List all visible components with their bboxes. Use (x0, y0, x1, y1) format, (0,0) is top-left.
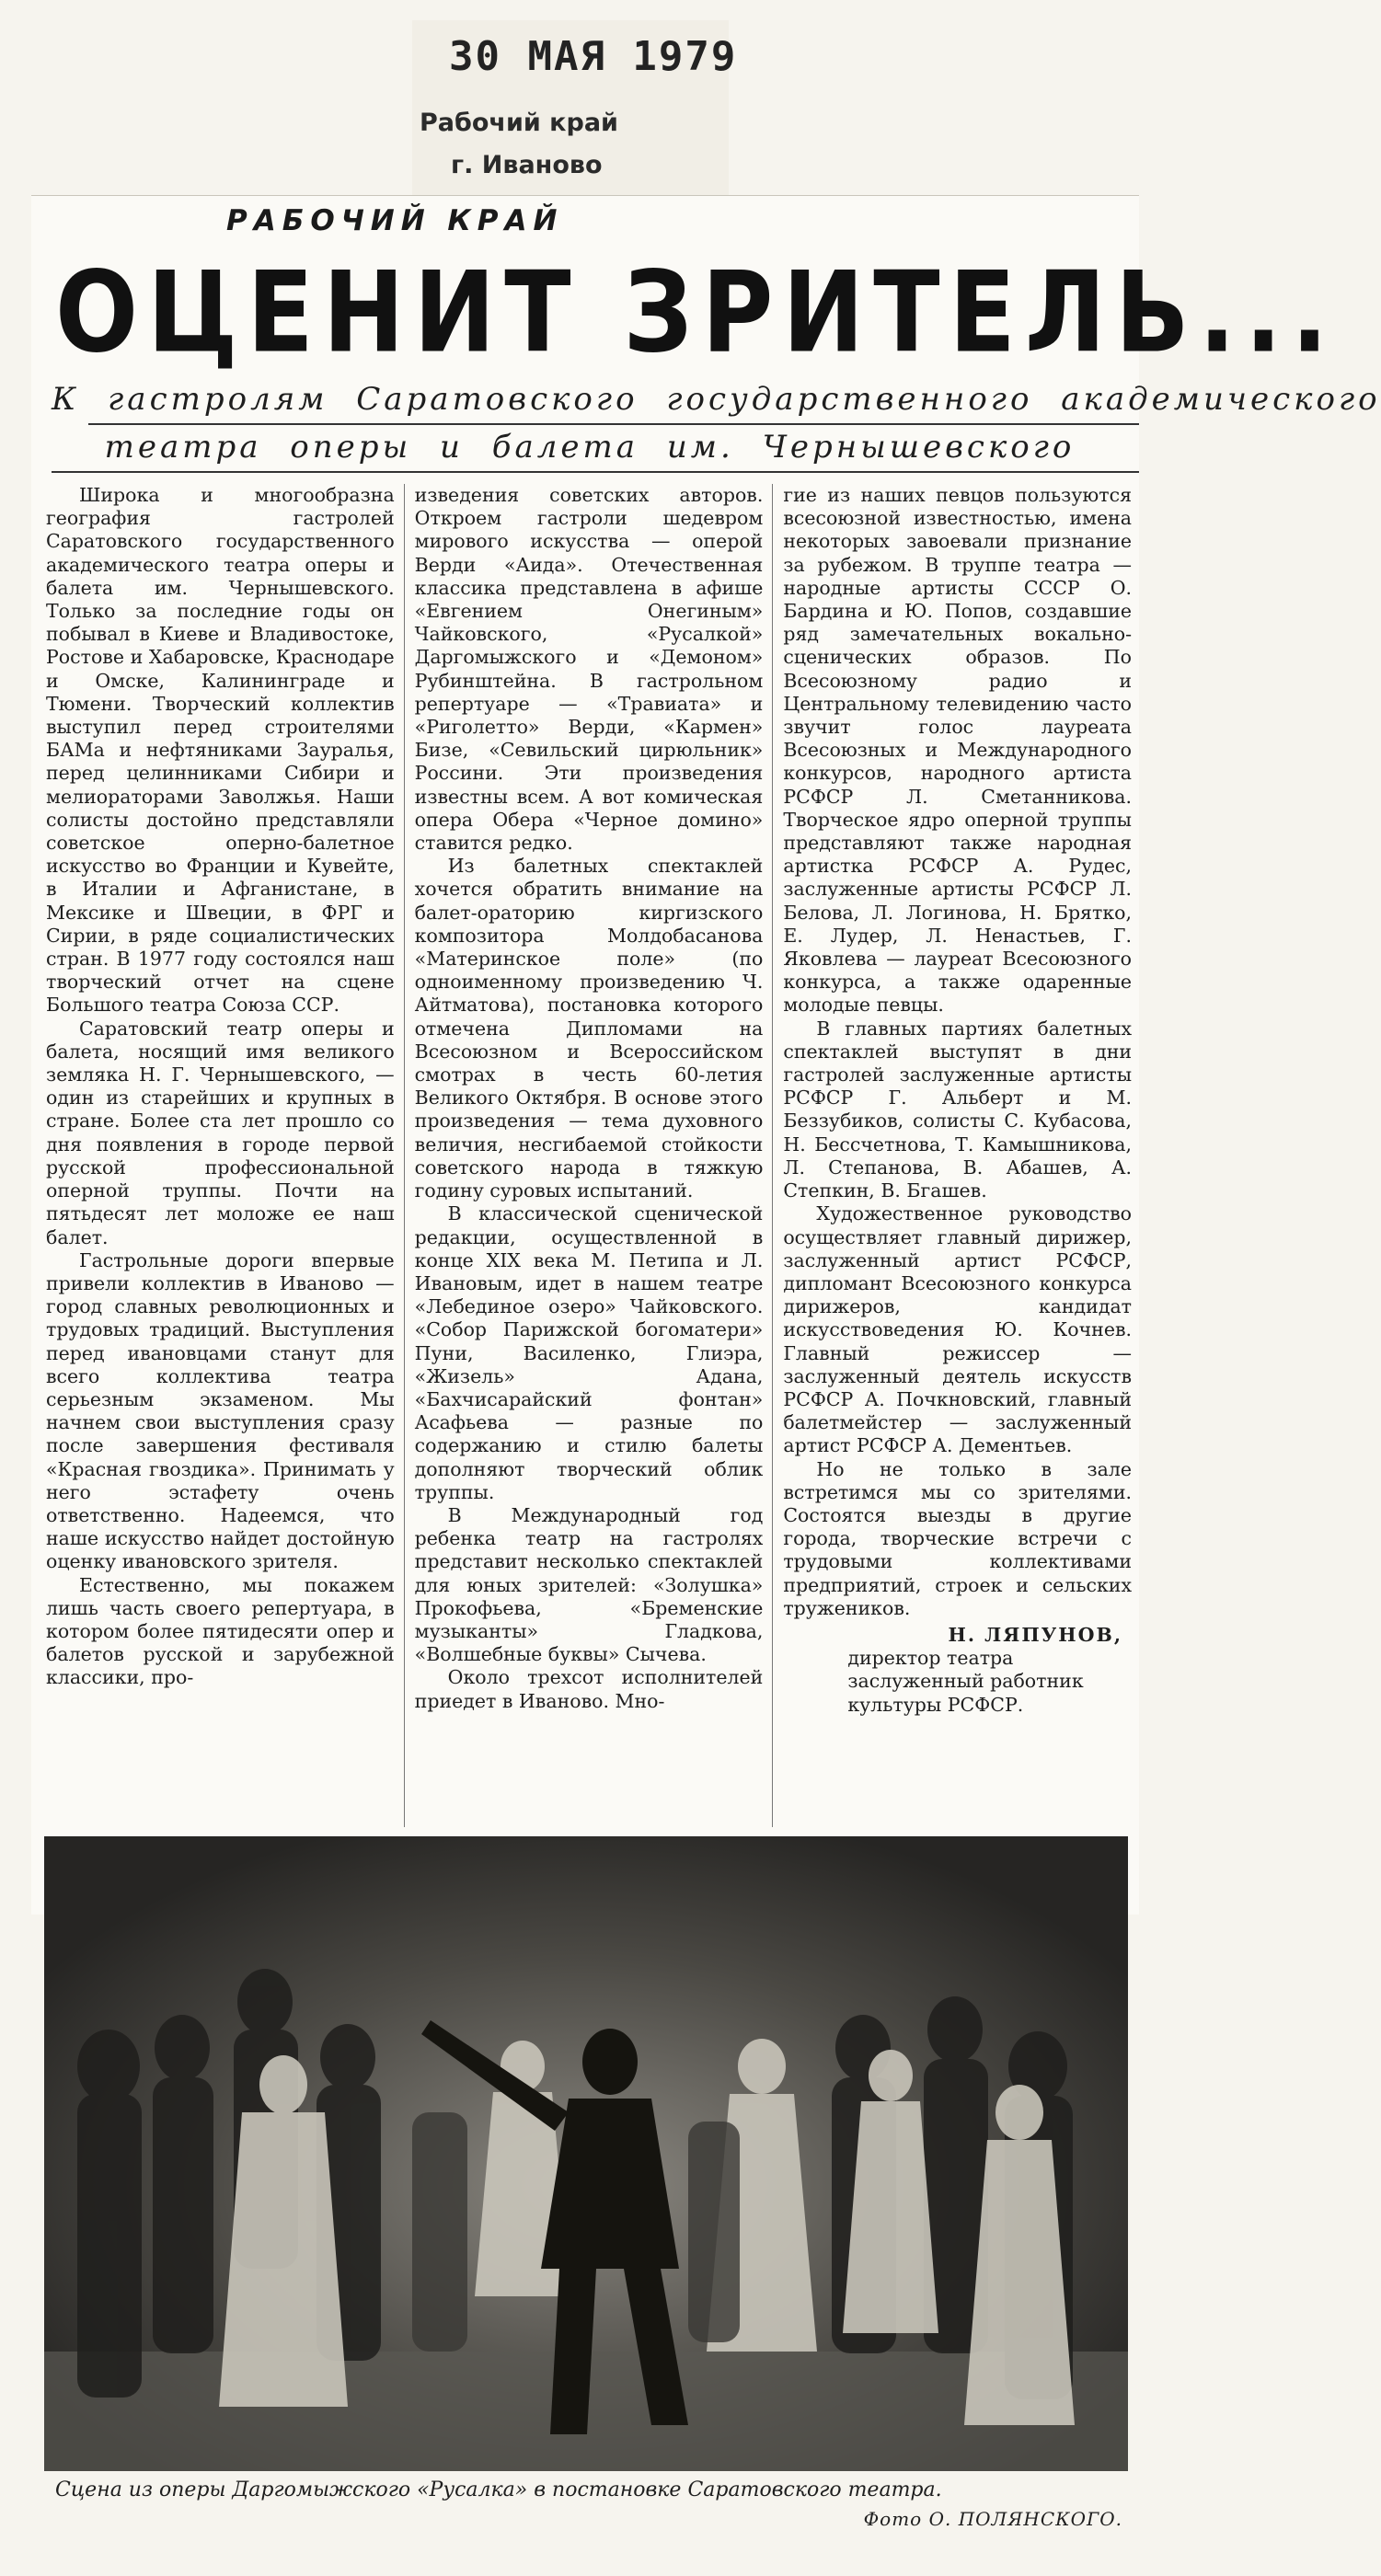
stage-scene-illustration (44, 1836, 1128, 2471)
article-paragraph: Из балетных спектаклей хочется обратить внимание на балет-ораторию киргизского композитора Молдобасанова «Материнское поле» (по одноименному произведению Ч. Айтматова), постановка которого отмечена Дипломами на Всесоюзном и Всероссийском смотрах в честь 60-летия Великого Октября. В основе этого произведения — тема духовного величия, несгибаемой стойкости советского народа в тяжкую годину суровых испытаний. (414, 855, 764, 1202)
photo-caption: Сцена из оперы Даргомыжского «Русалка» в постановке Саратовского театра. (55, 2478, 942, 2501)
article-paragraph: Саратовский театр оперы и балета, носящий имя великого земляка Н. Г. Чернышевского, — один из старейших и крупных в стране. Более ста лет прошло со дня появления в городе первой русской профессиональной оперной труппы. Почти на пятьдесят лет моложе ее наш балет. (46, 1017, 395, 1248)
article-paragraph: В классической сценической редакции, осуществленной в конце XIX века М. Петипа и Л. Ивановым, идет в нашем театре «Лебединое озеро» Чайковского. «Собор Парижской богоматери» Пуни, Василенко, Глиэра, «Жизель» Адана, «Бахчисарайский фонтан» Асафьева — разные по содержанию и стилю балеты дополняют творческий облик труппы. (414, 1202, 764, 1503)
opera-scene-photo (44, 1836, 1128, 2471)
article-column-2 (415, 484, 764, 1827)
author-name: Н. ЛЯПУНОВ, (948, 1623, 1123, 1646)
article-column-1 (46, 484, 395, 1827)
article-paragraph: Гастрольные дороги впервые привели коллектив в Иваново — город славных революционных и трудовых традиций. Выступления перед ивановцами станут для всего коллектива театра серьезным экзаменом. Мы начнем свои выступления сразу после завершения фестиваля «Красная гвоздика». Принимать у него эстафету очень ответственно. Надеемся, что наше искусство найдет достойную оценку ивановского зрителя. (46, 1248, 395, 1573)
article-paragraph: В главных партиях балетных спектаклей выступят в дни гастролей заслуженные артисты РСФСР Г. Альберт и М. Беззубиков, солисты С. Кубасова, Н. Бессчетнова, Т. Камышникова, Л. Степанова, В. Абашев, А. Степкин, В. Бгашев. (783, 1017, 1133, 1202)
article-body (46, 484, 1132, 1827)
article-paragraph: гие из наших певцов пользуются всесоюзной известностью, имена некоторых завоевали признание за рубежом. В труппе театра — народные артисты СССР О. Бардина и Ю. Попов, создавшие ряд замечательных вокально-сценических образов. По Всесоюзному радио и Центральному телевидению часто звучит голос лауреата Всесоюзных и Международного конкурсов, народного артиста РСФСР Л. Сметанникова. Творческое ядро оперной труппы представляют также народная артистка РСФСР А. Рудес, заслуженные артисты РСФСР Л. Белова, Л. Логинова, Н. Брятко, Е. Лудер, Л. Ненастьев, Г. Яковлева — лауреат Всесоюзного конкурса, а также одаренные молодые певцы. (783, 484, 1133, 1017)
archive-stamp (412, 20, 738, 195)
article-paragraph: Широка и многообразна география гастролей Саратовского государственного академического театра оперы и балета им. Чернышевского. Только за последние годы он побывал в Киеве и Владивостоке, Ростове и Хабаровске, Краснодаре и Омске, Калининграде и Тюмени. Творческий коллектив выступил перед строителями БАМа и нефтяниками Зауралья, перед целинниками Сибири и мелиораторами Заволжья. Наши солисты достойно представляли советское оперно-балетное искусство во Франции и Кувейте, в Италии и Афганистане, в Мексике и Швеции, в ФРГ и Сирии, в ряде социалистических стран. В 1977 году состоялся наш творческий отчет на сцене Большого театра Союза ССР. (46, 484, 395, 1017)
article-subtitle-line1: К гастролям Саратовского государственного академического (52, 381, 1381, 418)
article-headline: ОЦЕНИТ ЗРИТЕЛЬ... (55, 248, 1338, 378)
subtitle-rule-top (88, 423, 1139, 425)
stamp-newspaper-name: Рабочий край (420, 109, 618, 137)
article-paragraph: В Международный год ребенка театр на гастролях представит несколько спектаклей для юных зрителей: «Золушка» Прокофьева, «Бременские музыканты» Гладкова, «Волшебные буквы» Сычева. (414, 1503, 764, 1666)
article-column-3 (783, 484, 1132, 1827)
stamp-city: г. Иваново (451, 151, 603, 179)
article-paragraph: Естественно, мы покажем лишь часть своего репертуара, в котором более пятидесяти опер и балетов русской и зарубежной классики, про- (46, 1573, 395, 1689)
article-paragraph: изведения советских авторов. Откроем гастроли шедевром мирового искусства — оперой Верди «Аида». Отечественная классика представлена в афише «Евгением Онегиным» Чайковского, «Русалкой» Даргомыжского и «Демоном» Рубинштейна. В гастрольном репертуаре — «Травиата» и «Риголетто» Верди, «Кармен» Бизе, «Севильский цирюльник» Россини. Эти произведения известны всем. А вот комическая опера Обера «Черное домино» ставится редко. (414, 484, 764, 855)
author-title: директор театра заслуженный работник культуры РСФСР. (847, 1647, 1084, 1716)
newspaper-rubric: РАБОЧИЙ КРАЙ (226, 204, 564, 237)
stamp-date: 30 МАЯ 1979 (449, 33, 738, 80)
article-paragraph: Художественное руководство осуществляет главный дирижер, заслуженный артист РСФСР, дипломант Всесоюзного конкурса дирижеров, кандидат искусствоведения Ю. Кочнев. Главный режиссер — заслуженный деятель искусств РСФСР А. Почкновский, главный балетмейстер — заслуженный артист РСФСР А. Дементьев. (783, 1202, 1133, 1457)
author-signature (783, 1624, 1132, 1717)
photo-credit: Фото О. ПОЛЯНСКОГО. (863, 2508, 1122, 2530)
article-subtitle-line2: театра оперы и балета им. Чернышевского (104, 429, 1076, 466)
article-paragraph: Около трехсот исполнителей приедет в Иваново. Мно- (414, 1666, 764, 1712)
subtitle-rule-bottom (52, 471, 1139, 473)
article-paragraph: Но не только в зале встретимся мы со зрителями. Состоятся выезды в другие города, творческие встречи с трудовыми коллективами предприятий, строек и сельских тружеников. (783, 1457, 1133, 1619)
